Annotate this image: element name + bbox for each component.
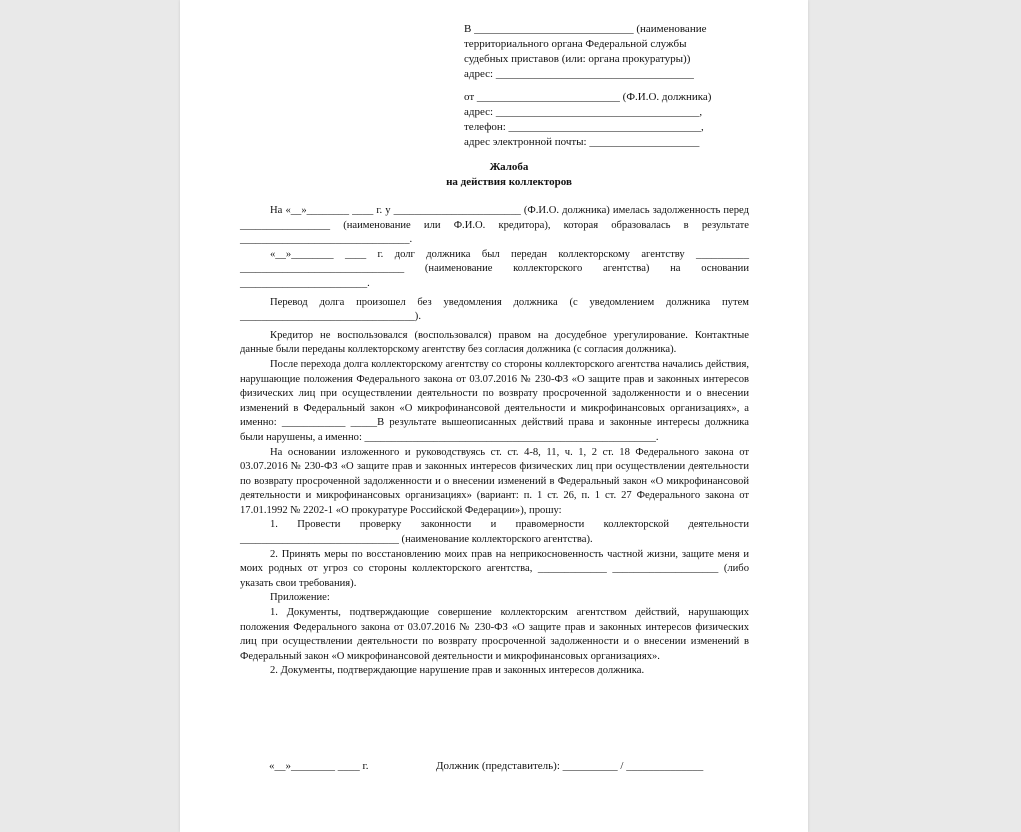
- attachments-heading: Приложение:: [270, 592, 330, 604]
- title-line: Жалоба: [489, 161, 529, 173]
- attachment-item: 1. Документы, подтверждающие совершение коллекторским агентством действий, нарушающих положения Федерального закона от 03.07.2016 № 230-ФЗ «О защите прав и законных интересов физических лиц при осуществлении деятельности по возврату просроченной задолженности и о внесении изменений в Федеральный закон «О микрофинансовой деятельности и микрофинансовых организациях».: [240, 607, 749, 662]
- addressee-line: территориального органа Федеральной службы: [464, 38, 687, 50]
- addressee-address: адрес: ____________________________________: [464, 68, 694, 80]
- sender-name: от __________________________ (Ф.И.О. должника): [464, 91, 712, 103]
- document-body: [240, 204, 749, 679]
- request-item: 2. Принять меры по восстановлению моих прав на неприкосновенность частной жизни, защите меня и моих родных от угроз со стороны коллекторского агентства, _____________ ____________________ (либо указать свои требования).: [240, 548, 749, 589]
- addressee-block: [464, 22, 764, 150]
- body-paragraph: Кредитор не воспользовался (воспользовался) правом на досудебное урегулирование. Контактные данные были переданы коллекторскому агентству без согласия должника (с согласия должника).: [240, 329, 749, 356]
- addressee-line: судебных приставов (или: органа прокуратуры)): [464, 53, 691, 65]
- body-paragraph: «__»________ ____ г. долг должника был передан коллекторскому агентству __________ _______________________________ (наименование коллекторского агентства) на основании ________________________.: [240, 248, 749, 289]
- sender-address: адрес: _____________________________________,: [464, 106, 703, 118]
- sender-email: адрес электронной почты: ____________________: [464, 136, 700, 148]
- sender-phone: телефон: ___________________________________,: [464, 121, 704, 133]
- body-paragraph: На основании изложенного и руководствуясь ст. ст. 4-8, 11, ч. 1, 2 ст. 18 Федерального закона от 03.07.2016 № 230-ФЗ «О защите прав и законных интересов физических лиц при осуществлении деятельности по возврату просроченной задолженности и о внесении изменений в Федеральный закон «О микрофинансовой деятельности и микрофинансовых организациях» (вариант: п. 1 ст. 26, п. 1 ст. 27 Федерального закона от 17.01.1992 № 2202-1 «О прокуратуре Российской Федерации»), прошу:: [240, 446, 749, 516]
- title-line: на действия коллекторов: [446, 176, 572, 188]
- body-paragraph: Перевод долга произошел без уведомления должника (с уведомлением должника путем _________________________________).: [240, 296, 749, 323]
- body-paragraph: После перехода долга коллекторскому агентству со стороны коллекторского агентства начались действия, нарушающие положения Федерального закона от 03.07.2016 № 230-ФЗ «О защите прав и законных интересов физических лиц при осуществлении деятельности по возврату просроченной задолженности и о внесении изменений в Федеральный закон «О микрофинансовой деятельности и микрофинансовых организациях», а именно: ____________ _____В результате вышеописанных действий права и законные интересы должника были нарушены, а именно: _______________________________________________________.: [240, 358, 749, 443]
- attachment-item: 2. Документы, подтверждающие нарушение прав и законных интересов должника.: [270, 665, 645, 677]
- signature-debtor: Должник (представитель): __________ / ______________: [436, 760, 704, 772]
- request-item: 1. Провести проверку законности и правомерности коллекторской деятельности ______________________________ (наименование коллекторского агентства).: [240, 519, 749, 546]
- body-paragraph: На «__»________ ____ г. у ________________________ (Ф.И.О. должника) имелась задолженность перед _________________ (наименование или Ф.И.О. кредитора), которая образовалась в результате ________________________________.: [240, 205, 749, 246]
- addressee-line: В _____________________________ (наименование: [464, 23, 707, 35]
- document-title: [240, 160, 778, 190]
- signature-date: «__»________ ____ г.: [269, 760, 369, 772]
